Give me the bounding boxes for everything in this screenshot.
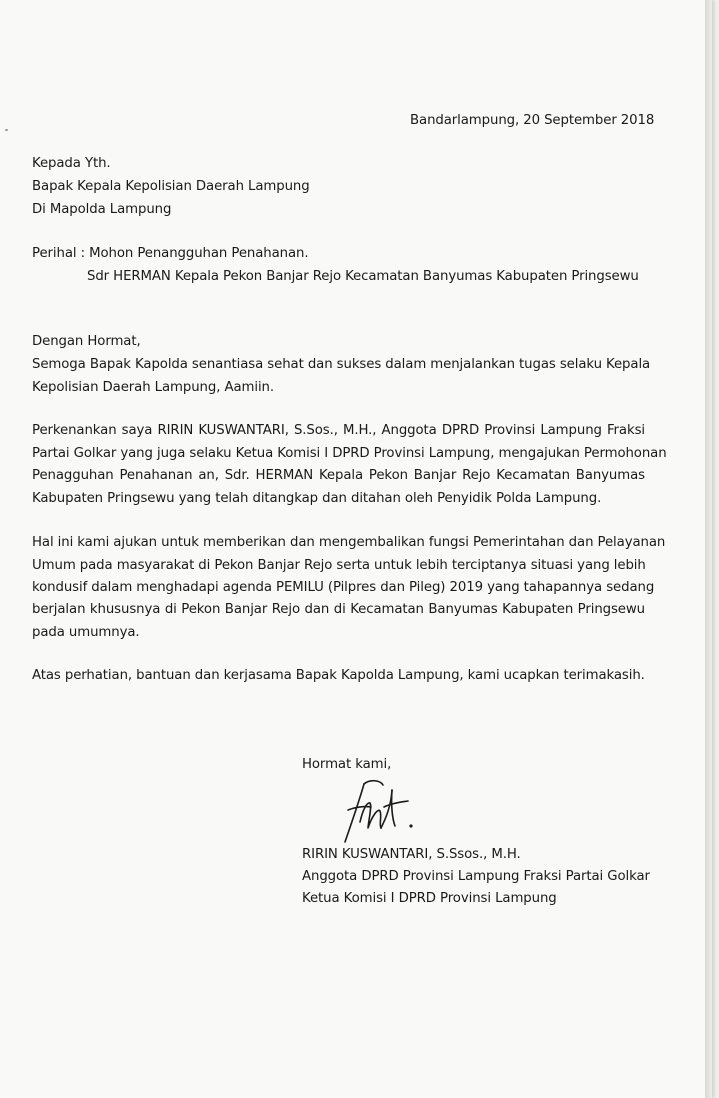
scan-speck [5, 129, 8, 131]
paragraph-3-line-4: berjalan khususnya di Pekon Banjar Rejo dan di Kecamatan Banyumas Kabupaten Pringsewu [32, 602, 645, 617]
salutation: Dengan Hormat, [32, 334, 141, 349]
paragraph-2-line-3: Penagguhan Penahanan an, Sdr. HERMAN Kepala Pekon Banjar Rejo Kecamatan Banyumas [32, 468, 645, 483]
paragraph-2-line-4: Kabupaten Pringsewu yang telah ditangkap dan ditahan oleh Penyidik Polda Lampung. [32, 491, 602, 506]
paragraph-3-line-1: Hal ini kami ajukan untuk memberikan dan mengembalikan fungsi Pemerintahan dan Pelayanan [32, 535, 666, 550]
letter-date: Bandarlampung, 20 September 2018 [410, 113, 655, 128]
subject-line-1: Perihal : Mohon Penangguhan Penahanan. [32, 246, 309, 261]
closing-paragraph: Atas perhatian, bantuan dan kerjasama Bapak Kapolda Lampung, kami ucapkan terimakasih. [32, 668, 645, 683]
signer-title-1: Anggota DPRD Provinsi Lampung Fraksi Partai Golkar [302, 869, 650, 884]
page-edge-shadow [705, 0, 712, 1098]
paragraph-3-line-2: Umum pada masyarakat di Pekon Banjar Rejo serta untuk lebih terciptanya situasi yang lebih [32, 558, 646, 573]
subject-line-2: Sdr HERMAN Kepala Pekon Banjar Rejo Kecamatan Banyumas Kabupaten Pringsewu [87, 269, 639, 284]
signer-title-2: Ketua Komisi I DPRD Provinsi Lampung [302, 891, 557, 906]
paragraph-2-line-2: Partai Golkar yang juga selaku Ketua Komisi I DPRD Provinsi Lampung, mengajukan Permohonan [32, 446, 667, 461]
paragraph-1-line-1: Semoga Bapak Kapolda senantiasa sehat dan sukses dalam menjalankan tugas selaku Kepala [32, 357, 651, 372]
handwritten-signature [334, 776, 424, 848]
paragraph-3-line-3: kondusif dalam menghadapi agenda PEMILU (Pilpres dan Pileg) 2019 yang tahapannya sedang [32, 580, 655, 595]
recipient-line-3: Di Mapolda Lampung [32, 202, 172, 217]
paragraph-3-line-5: pada umumnya. [32, 625, 140, 640]
recipient-line-2: Bapak Kepala Kepolisian Daerah Lampung [32, 179, 310, 194]
closing-greeting: Hormat kami, [302, 757, 392, 772]
paragraph-1-line-2: Kepolisian Daerah Lampung, Aamiin. [32, 380, 275, 395]
paragraph-2-line-1: Perkenankan saya RIRIN KUSWANTARI, S.Sos., M.H., Anggota DPRD Provinsi Lampung Fraksi [32, 423, 645, 438]
recipient-line-1: Kepada Yth. [32, 156, 111, 171]
signer-name: RIRIN KUSWANTARI, S.Ssos., M.H. [302, 847, 521, 862]
